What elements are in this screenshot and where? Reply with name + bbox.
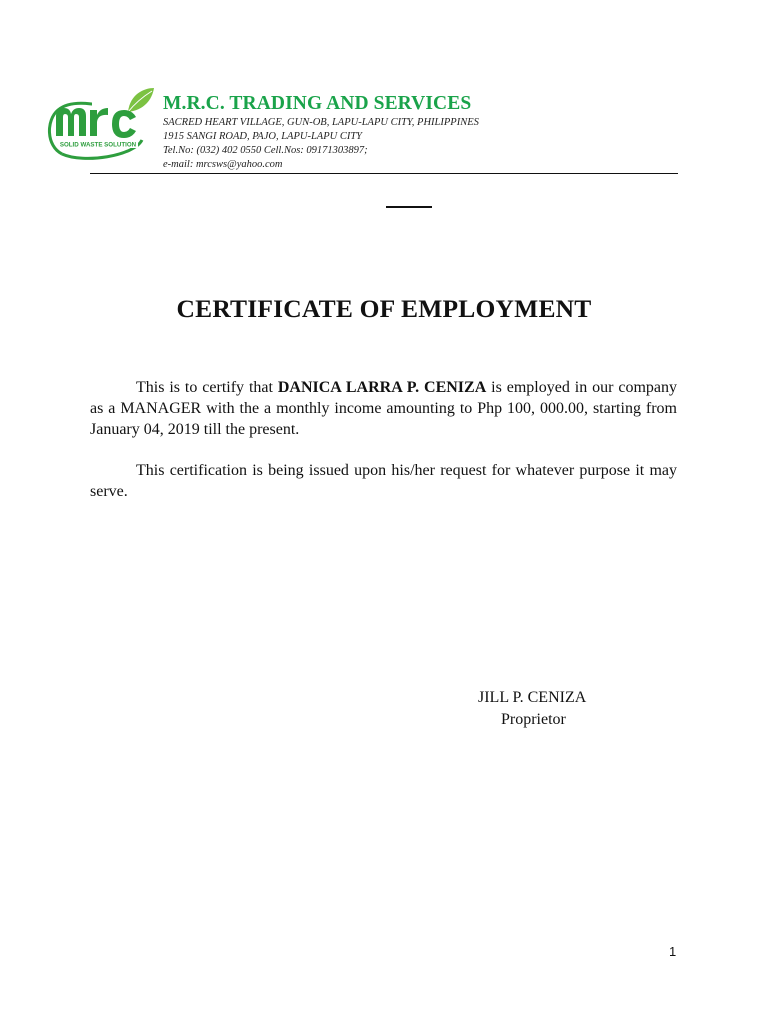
address-line-2: 1915 SANGI ROAD, PAJO, LAPU-LAPU CITY bbox=[163, 131, 363, 142]
mrc-logo-graphic bbox=[44, 84, 156, 162]
phone-line: Tel.No: (032) 402 0550 Cell.Nos: 09171303897; bbox=[163, 145, 368, 156]
document-title: CERTIFICATE OF EMPLOYMENT bbox=[176, 294, 592, 323]
leaf-icon bbox=[128, 88, 154, 112]
paragraph-rest: is employed in our company as a MANAGER with the a monthly income amounting to Php 100, 000.00, starting from January 04, 2019 till the present. bbox=[90, 379, 678, 438]
company-logo bbox=[44, 84, 156, 162]
logo-tagline: SOLID WASTE SOLUTION bbox=[59, 141, 137, 149]
certification-paragraph bbox=[90, 377, 677, 440]
short-divider bbox=[386, 206, 432, 208]
address-line-1: SACRED HEART VILLAGE, GUN-OB, LAPU-LAPU CITY, PHILIPPINES bbox=[163, 117, 479, 128]
signatory-position: Proprietor bbox=[501, 711, 566, 728]
signatory-name: JILL P. CENIZA bbox=[478, 689, 587, 706]
email-line: e-mail: mrcsws@yahoo.com bbox=[163, 159, 283, 170]
employee-name: DANICA LARRA P. CENIZA bbox=[277, 379, 487, 396]
header-divider bbox=[90, 173, 678, 174]
page-number: 1 bbox=[669, 944, 677, 959]
company-name: M.R.C. TRADING AND SERVICES bbox=[163, 93, 472, 114]
paragraph-lead: This is to certify that bbox=[136, 379, 278, 396]
purpose-paragraph: This certification is being issued upon his/her request for whatever purpose it may serve. bbox=[90, 462, 677, 500]
